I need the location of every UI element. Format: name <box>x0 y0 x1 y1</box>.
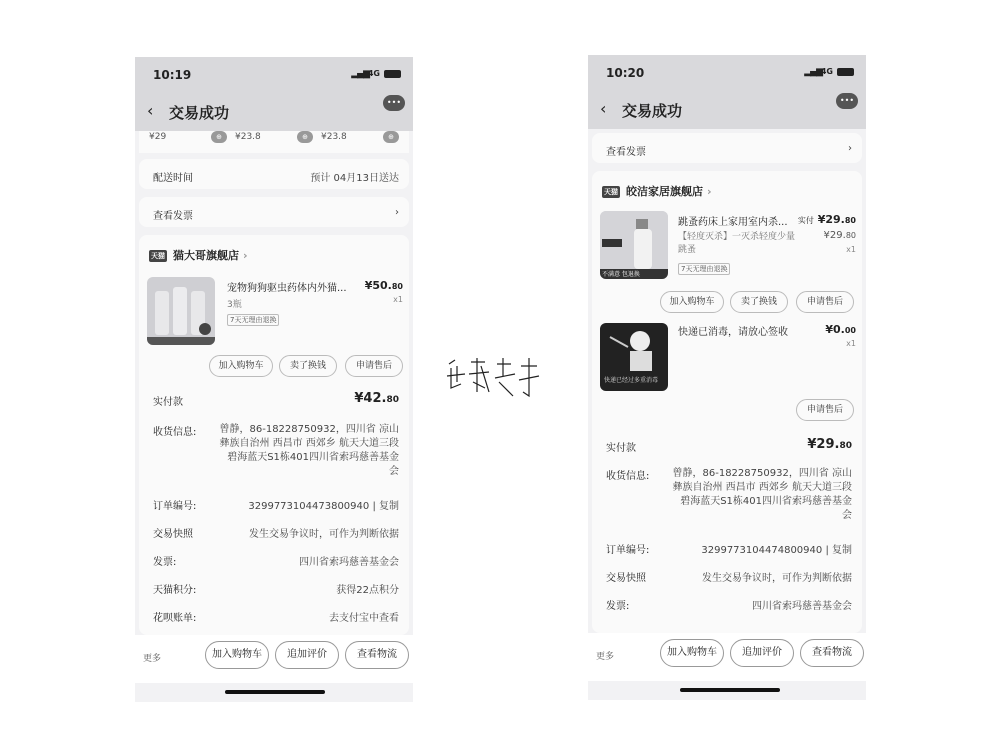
product-price: ¥50.80 <box>364 279 403 292</box>
chevron-right-icon: › <box>243 249 248 262</box>
status-time: 10:20 <box>606 66 645 80</box>
huabei-value: 去支付宝中查看 <box>329 613 399 624</box>
add-to-cart-button[interactable]: 加入购物车 <box>660 291 724 313</box>
invoice-value: 四川省索玛慈善基金会 <box>752 601 852 612</box>
disinfect-price: ¥0.00 <box>825 323 856 336</box>
tmall-badge: 天猫 <box>151 252 165 260</box>
home-indicator <box>225 690 325 694</box>
shop-header[interactable] <box>149 247 248 263</box>
shipping-info-value: 曾静，86-18228750932，四川省 凉山彝族自治州 西昌市 西郊乡 航天大道三段碧海蓝天S1栋401四川省索玛慈善基金会 <box>672 468 852 521</box>
info-key: 订单编号: <box>606 545 650 556</box>
invoice-link-card[interactable] <box>592 133 862 163</box>
product-spec: 3瓶 <box>227 300 242 310</box>
bottles-image <box>147 277 215 345</box>
add-review-button[interactable]: 追加评价 <box>730 639 794 667</box>
paid-label: 实付款 <box>153 397 183 408</box>
return-tag: 7天无理由退换 <box>678 263 730 275</box>
after-sale-button[interactable]: 申请售后 <box>345 355 403 377</box>
handwritten-signature <box>445 352 545 402</box>
resell-button[interactable]: 卖了换钱 <box>279 355 337 377</box>
more-link[interactable]: 更多 <box>143 654 162 664</box>
info-key: 发票: <box>153 557 177 568</box>
page-title: 交易成功 <box>169 104 230 122</box>
chevron-right-icon: › <box>395 207 399 218</box>
product-thumbnail[interactable] <box>600 211 668 279</box>
info-key: 花呗账单: <box>153 613 197 624</box>
info-key: 交易快照 <box>153 529 193 540</box>
strip-price: ¥23.8 <box>235 132 261 142</box>
shipping-info-row <box>606 467 852 527</box>
after-sale-button[interactable]: 申请售后 <box>796 399 854 421</box>
info-key: 订单编号: <box>153 501 197 512</box>
bottom-action-bar <box>135 635 413 683</box>
snapshot-value: 发生交易争议时，可作为判断依据 <box>702 573 852 584</box>
cart-icon[interactable]: ⊕ <box>383 131 399 143</box>
order-number[interactable]: 3299773104474800940 | 复制 <box>701 545 852 556</box>
home-indicator <box>680 688 780 692</box>
thumb-label: 不满意 包退换 <box>602 271 640 278</box>
more-link[interactable]: 更多 <box>596 652 615 662</box>
add-to-cart-button[interactable]: 加入购物车 <box>660 639 724 667</box>
shop-header[interactable] <box>602 183 712 199</box>
product-paid: 实付 ¥29.80 <box>797 213 856 226</box>
status-bar <box>588 55 866 91</box>
delivery-card <box>139 159 409 189</box>
return-tag: 7天无理由退换 <box>227 314 279 326</box>
disinfect-qty: x1 <box>846 339 856 348</box>
shop-name: 皎洁家居旗舰店 <box>626 185 703 198</box>
delivery-value: 预计 04月13日送达 <box>310 173 399 184</box>
paid-amount: ¥29.80 <box>807 437 852 452</box>
product-name[interactable]: 跳蚤药床上家用室内杀... <box>678 217 788 228</box>
invoice-value: 四川省索玛慈善基金会 <box>299 557 399 568</box>
back-icon[interactable]: ‹ <box>600 99 607 118</box>
network-label: 4G <box>820 67 833 76</box>
product-qty: x1 <box>846 245 856 254</box>
page-title: 交易成功 <box>622 102 683 120</box>
resell-button[interactable]: 卖了换钱 <box>730 291 788 313</box>
cart-icon[interactable]: ⊕ <box>211 131 227 143</box>
product-name[interactable]: 宠物狗狗驱虫药体内外猫... <box>227 283 347 294</box>
info-key: 交易快照 <box>606 573 646 584</box>
invoice-link-card[interactable] <box>139 197 409 227</box>
nav-bar <box>588 91 866 129</box>
chat-bubble-icon[interactable]: ••• <box>836 93 858 109</box>
product-thumbnail[interactable] <box>147 277 215 345</box>
paid-amount: ¥42.80 <box>354 391 399 406</box>
order-number[interactable]: 3299773104473800940 | 复制 <box>248 501 399 512</box>
add-to-cart-button[interactable]: 加入购物车 <box>205 641 269 669</box>
disinfect-item-name: 快递已消毒，请放心签收 <box>678 327 788 338</box>
view-logistics-button[interactable]: 查看物流 <box>800 639 864 667</box>
battery-icon <box>384 70 401 78</box>
after-sale-button[interactable]: 申请售后 <box>796 291 854 313</box>
chat-bubble-icon[interactable]: ••• <box>383 95 405 111</box>
tmall-badge: 天猫 <box>604 188 618 196</box>
bottom-action-bar <box>588 633 866 681</box>
paid-label: 实付款 <box>606 443 636 454</box>
strip-price: ¥29 <box>149 132 167 142</box>
status-bar <box>135 57 413 93</box>
signal-icon: ▂▄▆ <box>351 69 369 79</box>
delivery-label: 配送时间 <box>153 173 193 184</box>
snapshot-value: 发生交易争议时，可作为判断依据 <box>249 529 399 540</box>
battery-icon <box>837 68 854 76</box>
shop-name: 猫大哥旗舰店 <box>173 249 239 262</box>
invoice-link[interactable]: 查看发票 <box>606 147 646 158</box>
cart-icon[interactable]: ⊕ <box>297 131 313 143</box>
disinfect-worker-image <box>600 323 668 373</box>
signal-icon: ▂▄▆ <box>804 67 822 77</box>
product-qty: x1 <box>393 295 403 304</box>
view-logistics-button[interactable]: 查看物流 <box>345 641 409 669</box>
left-phone-screenshot <box>135 57 413 702</box>
recommend-strip <box>139 131 409 153</box>
chevron-right-icon: › <box>707 185 712 198</box>
chevron-right-icon: › <box>848 143 852 154</box>
info-key: 收货信息: <box>606 471 650 482</box>
info-key: 发票: <box>606 601 630 612</box>
status-time: 10:19 <box>153 68 192 82</box>
add-to-cart-button[interactable]: 加入购物车 <box>209 355 273 377</box>
network-label: 4G <box>367 69 380 78</box>
info-key: 收货信息: <box>153 427 197 438</box>
disinfect-thumbnail[interactable] <box>600 323 668 391</box>
shipping-info-value: 曾静，86-18228750932，四川省 凉山彝族自治州 西昌市 西郊乡 航天大道三段碧海蓝天S1栋401四川省索玛慈善基金会 <box>219 424 399 477</box>
order-card <box>139 235 409 635</box>
back-icon[interactable]: ‹ <box>147 101 154 120</box>
order-card <box>592 171 862 633</box>
strip-price: ¥23.8 <box>321 132 347 142</box>
invoice-link[interactable]: 查看发票 <box>153 211 193 222</box>
info-key: 天猫积分: <box>153 585 197 596</box>
nav-bar <box>135 93 413 131</box>
add-review-button[interactable]: 追加评价 <box>275 641 339 669</box>
product-orig-price: ¥29.80 <box>823 230 856 241</box>
thumb-label: 快递已经过多重消毒 <box>604 377 659 384</box>
product-sub: 【轻度灭杀】一灭杀轻度少量跳蚤 <box>678 232 796 255</box>
shipping-info-row <box>153 423 399 483</box>
points-value: 获得22点积分 <box>336 585 399 596</box>
right-phone-screenshot <box>588 55 866 700</box>
